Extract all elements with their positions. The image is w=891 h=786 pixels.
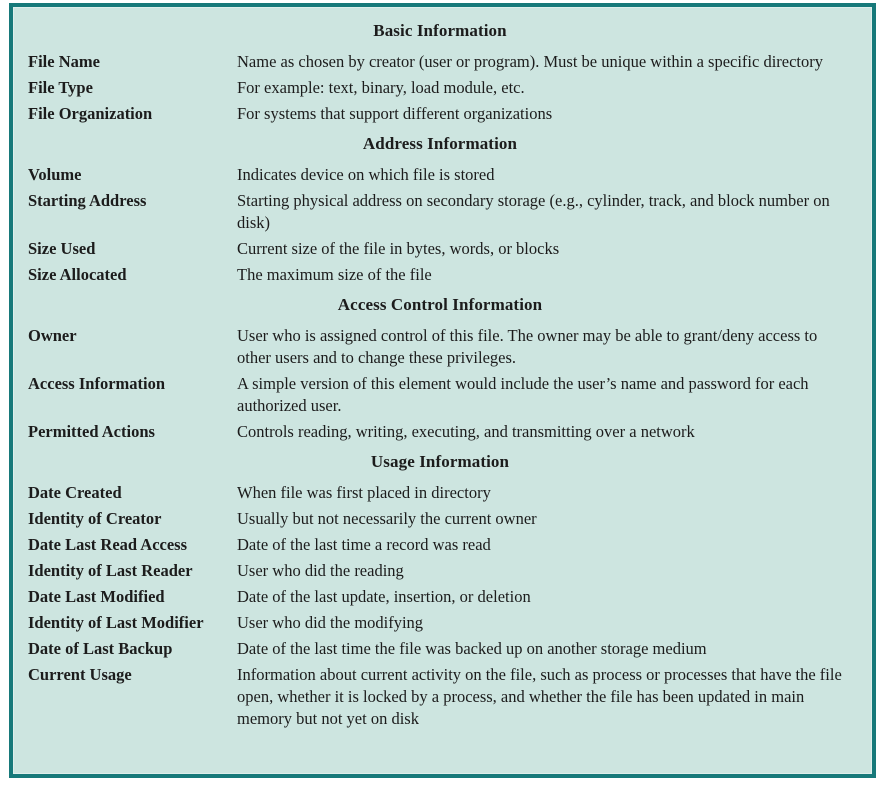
row-term: Date Created xyxy=(28,483,122,502)
row-term: Current Usage xyxy=(28,665,132,684)
row-term: Owner xyxy=(28,326,77,345)
table-row xyxy=(28,638,852,660)
table-row xyxy=(28,421,852,443)
table-section xyxy=(28,133,852,286)
row-term: File Type xyxy=(28,78,93,97)
row-term: File Organization xyxy=(28,104,153,123)
table-row xyxy=(28,612,852,634)
row-description: Usually but not necessarily the current owner xyxy=(237,509,537,528)
row-description: Date of the last update, insertion, or deletion xyxy=(237,587,531,606)
table-row xyxy=(28,482,852,504)
row-description: For example: text, binary, load module, etc. xyxy=(237,78,525,97)
row-term: Identity of Last Modifier xyxy=(28,613,204,632)
section-header: Basic Information xyxy=(373,21,507,40)
row-description: Current size of the file in bytes, words, or blocks xyxy=(237,239,560,258)
row-term: File Name xyxy=(28,52,100,71)
row-term: Date of Last Backup xyxy=(28,639,173,658)
section-header: Address Information xyxy=(362,134,518,153)
table-row xyxy=(28,534,852,556)
table-section xyxy=(28,294,852,443)
file-directory-table xyxy=(9,3,876,778)
row-description: Date of the last time a record was read xyxy=(237,535,491,554)
row-term: Identity of Last Reader xyxy=(28,561,193,580)
table-section xyxy=(28,20,852,125)
row-description: Name as chosen by creator (user or program). Must be unique within a specific directory xyxy=(237,52,824,71)
row-term: Identity of Creator xyxy=(28,509,162,528)
row-term: Date Last Read Access xyxy=(28,535,188,554)
table-row xyxy=(28,264,852,286)
row-term: Access Information xyxy=(28,374,166,393)
row-description: Indicates device on which file is stored xyxy=(237,165,495,184)
row-description: When file was first placed in directory xyxy=(237,483,491,502)
row-description: User who is assigned control of this file. The owner may be able to grant/deny access to other users and to change these privileges. xyxy=(237,326,818,367)
table-row xyxy=(28,560,852,582)
table-row xyxy=(28,238,852,260)
row-description: Starting physical address on secondary storage (e.g., cylinder, track, and block number on disk) xyxy=(237,191,830,232)
row-description: User who did the modifying xyxy=(237,613,424,632)
row-term: Permitted Actions xyxy=(28,422,155,441)
table-row xyxy=(28,373,852,417)
row-description: Information about current activity on the file, such as process or processes that have the file open, whether it is locked by a process, and whether the file has been updated in main memory but not yet on disk xyxy=(237,665,842,728)
table-row xyxy=(28,508,852,530)
table-row xyxy=(28,664,852,730)
row-term: Date Last Modified xyxy=(28,587,165,606)
row-description: A simple version of this element would include the user’s name and password for each authorized user. xyxy=(237,374,809,415)
table-row xyxy=(28,325,852,369)
table-section xyxy=(28,451,852,730)
row-term: Size Used xyxy=(28,239,96,258)
row-description: Date of the last time the file was backed up on another storage medium xyxy=(237,639,707,658)
section-header: Access Control Information xyxy=(337,295,543,314)
table-sections-container xyxy=(28,20,852,730)
row-description: Controls reading, writing, executing, and transmitting over a network xyxy=(237,422,695,441)
table-row xyxy=(28,190,852,234)
table-row xyxy=(28,77,852,99)
table-row xyxy=(28,103,852,125)
section-header: Usage Information xyxy=(370,452,510,471)
row-term: Starting Address xyxy=(28,191,147,210)
row-description: The maximum size of the file xyxy=(237,265,432,284)
row-term: Volume xyxy=(28,165,82,184)
row-description: User who did the reading xyxy=(237,561,404,580)
table-row xyxy=(28,586,852,608)
table-row xyxy=(28,164,852,186)
row-term: Size Allocated xyxy=(28,265,127,284)
table-row xyxy=(28,51,852,73)
row-description: For systems that support different organizations xyxy=(237,104,553,123)
